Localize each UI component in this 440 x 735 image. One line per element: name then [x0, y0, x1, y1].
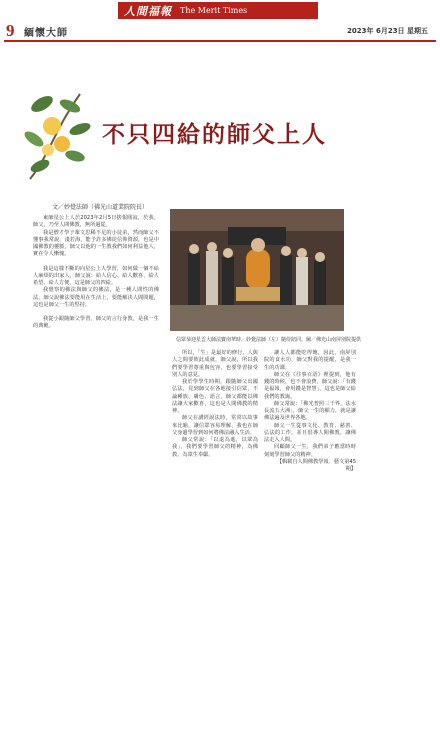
article-column-2 [172, 350, 258, 459]
photo-caption: 信眾恭迎星雲大師法寶南華時，妙覺法師（左）隨侍陪同。圖／佛光山南屏別院提供 [176, 337, 362, 343]
paragraph: 所以，「生」是最好的修行，人與人之間要彼此成就，師父說，所以我們要學習尊重與包容，也要學習接受別人的意見。 [172, 350, 258, 378]
paragraph: 我是僧才學子輩文思稀不足的小徒弟，然而師父不懂事我常說，淺若海，能予許多佛徒信仰資源，也是中國佛教的靈脈，師父以他的一生教我們如何利益他人，實在令人慚愧。 [33, 229, 159, 258]
paragraph: 東師星公上人於2023年2月5日捨報圓寂，於我、師父，乃至人間佛教，無所過從。 [33, 215, 159, 229]
paragraph: 我於學學生時期，跟隨師父出國弘法，見到師父在各地接引信眾，不論種族、膚色、語言，師父都能以佛法讓大家歡喜，這也是人間佛教的精神。 [172, 379, 258, 414]
source-note: 【輯載自人間佛教學報．藝文第45期】 [276, 458, 356, 472]
article-column-3 [264, 350, 356, 473]
header-rule [4, 40, 436, 42]
paragraph: 師父常說：「佛光普照三千界，法水長流五大洲」，師父一生的願力，就是讓佛法遍及世界各地。 [264, 400, 356, 422]
publication-date: 2023年 6月23日 星期五 [347, 27, 428, 35]
paragraph: 我從小跟隨師父學習，師父的言行身教，是我一生的典範。 [33, 316, 159, 330]
section-title: 緬懷大師 [24, 28, 68, 39]
masthead [118, 2, 318, 19]
paragraph: 師父在講經說法時，常常以故事來比喻，讓信眾容易理解，我也在師父身邊學習到如何將佛法融入生活。 [172, 415, 258, 436]
lemon-branch-illustration [20, 84, 98, 184]
masthead-chinese: 人間福報 [124, 4, 172, 18]
paragraph: 回顧師父一生，我們弟子應當時時刻刻學習師父的精神。 [264, 444, 356, 458]
article-byline: 文／妙覺法師（佛光山道業院院長） [52, 204, 149, 211]
paragraph: 我是這樣不斷的向星公上人學習，如何做一個不給人麻煩的出家人，師父說：給人信心、給人歡喜、給人希望、給人方便，這是師父的四給。 [33, 265, 159, 286]
paragraph: 讓人人都能吃得飽，因此，南屏別院的食水功，師父對我的提醒，是我一生的功課。 [264, 350, 356, 371]
article-column-1 [33, 215, 159, 331]
page-header [0, 0, 440, 42]
paragraph: 師父一生從事文化、教育、慈善、弘法的工作，並且倡導人間佛教，讓佛法走入人間。 [264, 422, 356, 443]
paragraph: 師父常說：「以退為進，以眾為我」，我們要學習師父的精神，為佛教、為眾生奉獻。 [172, 437, 258, 458]
masthead-english: The Merit Times [180, 6, 248, 15]
paragraph: 師父在《往事百語》裡提到，他有錢的時候，也不會浪費，師父說：「有錢是福報，會用錢是智慧」，這也是師父給我們的教誨。 [264, 371, 356, 400]
paragraph: 我覺察的佛法與師父的佛法，是一種人間性的佛法，師父說佛法要能用在生活上，要能解決人間問題，這也是師父一生的堅持。 [33, 287, 159, 308]
article-photo [170, 209, 344, 331]
article-title: 不只四給的師父上人 [102, 121, 327, 148]
page-number: 9 [6, 21, 15, 40]
